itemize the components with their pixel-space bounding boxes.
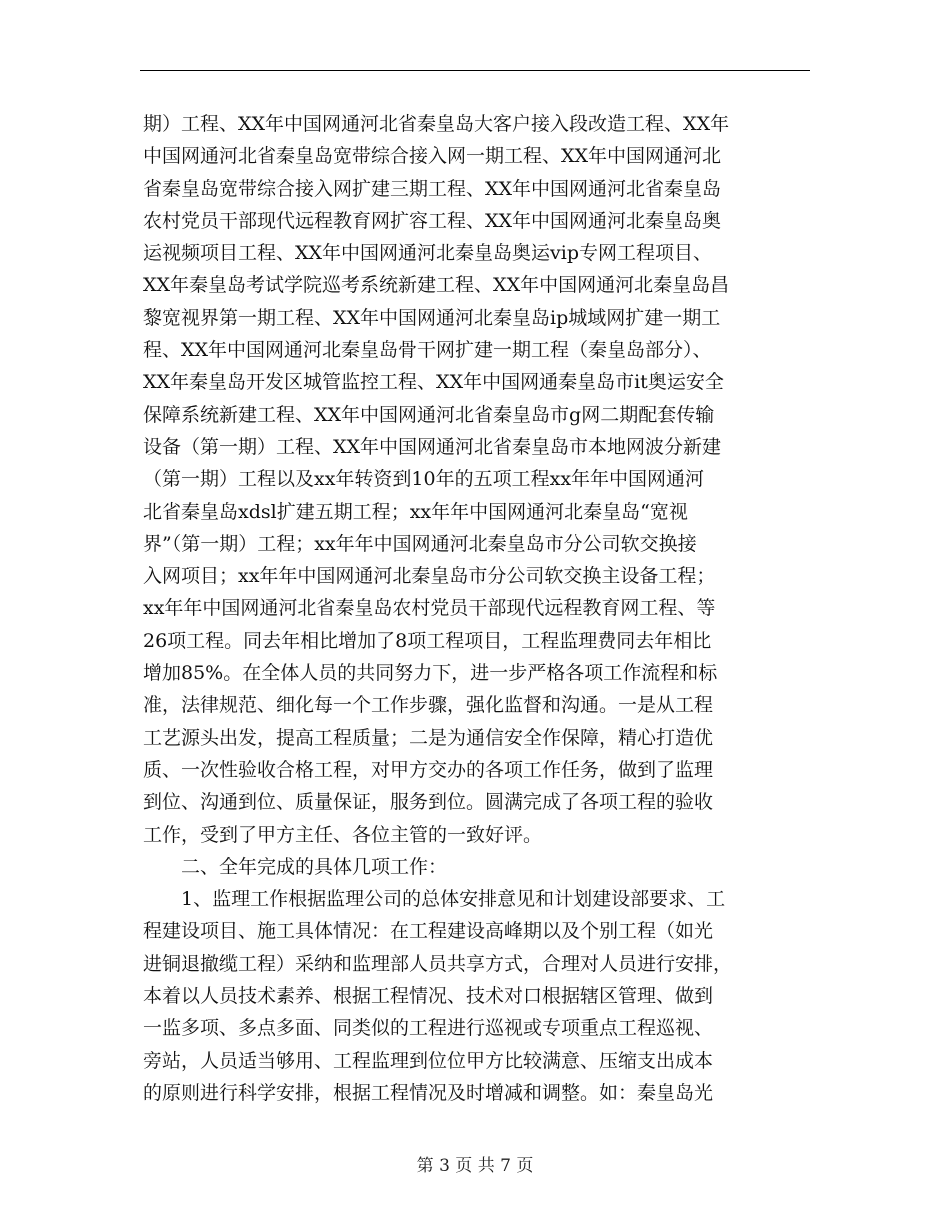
text-line: xx年年中国网通河北省秦皇岛农村党员干部现代远程教育网工程、等 [143,597,716,620]
text-line: 的原则进行科学安排，根据工程情况及时增减和调整。如：秦皇岛光 [143,1081,714,1104]
text-line: 北省秦皇岛xdsl扩建五期工程；xx年年中国网通河北秦皇岛“宽视 [143,500,688,523]
text-line: 期）工程、XX年中国网通河北省秦皇岛大客户接入段改造工程、XX年 [143,113,730,135]
paragraph-start-line: 1、监理工作根据监理公司的总体安排意见和计划建设部要求、工 [181,888,726,911]
text-line: 保障系统新建工程、XX年中国网通河北省秦皇岛市g网二期配套传输 [143,403,715,426]
text-line: 运视频项目工程、XX年中国网通河北秦皇岛奥运vip专网工程项目、 [143,242,713,265]
text-line: 设备（第一期）工程、XX年中国网通河北省秦皇岛市本地网波分新建 [143,435,722,458]
text-line: 中国网通河北省秦皇岛宽带综合接入网一期工程、XX年中国网通河北 [143,145,722,168]
text-line: 省秦皇岛宽带综合接入网扩建三期工程、XX年中国网通河北省秦皇岛 [143,177,722,200]
text-line: 农村党员干部现代远程教育网扩容工程、XX年中国网通河北秦皇岛奥 [143,209,722,232]
text-line: 一监多项、多点多面、同类似的工程进行巡视或专项重点工程巡视、 [143,1017,714,1040]
text-line: 入网项目；xx年年中国网通河北秦皇岛市分公司软交换主设备工程； [143,565,716,588]
text-line: 质、一次性验收合格工程，对甲方交办的各项工作任务，做到了监理 [143,758,714,781]
text-line: 到位、沟通到位、质量保证，服务到位。圆满完成了各项工程的验收 [143,791,714,814]
text-line: XX年秦皇岛考试学院巡考系统新建工程、XX年中国网通河北秦皇岛昌 [143,274,730,297]
document-body [143,108,813,1109]
text-line: （第一期）工程以及xx年转资到10年的五项工程xx年年中国网通河 [143,468,705,491]
text-line: 26项工程。同去年相比增加了8项工程项目，工程监理费同去年相比 [143,629,712,652]
text-line: 程建设项目、施工具体情况：在工程建设高峰期以及个别工程（如光 [143,920,714,943]
text-line: 界”（第一期）工程；xx年年中国网通河北秦皇岛市分公司软交换接 [143,532,697,555]
text-line: 黎宽视界第一期工程、XX年中国网通河北秦皇岛ip城域网扩建一期工 [143,306,721,329]
text-line: 准，法律规范、细化每一个工作步骤，强化监督和沟通。一是从工程 [143,694,714,717]
text-line: 增加85%。在全体人员的共同努力下，进一步严格各项工作流程和标 [143,662,718,685]
text-line: 本着以人员技术素养、根据工程情况、技术对口根据辖区管理、做到 [143,985,714,1008]
page-number-footer: 第 3 页 共 7 页 [416,1156,534,1176]
text-line: XX年秦皇岛开发区城管监控工程、XX年中国网通秦皇岛市it奥运安全 [143,371,724,394]
header-rule [140,70,810,71]
section-heading: 二、全年完成的具体几项工作： [181,855,448,878]
text-line: 程、XX年中国网通河北秦皇岛骨干网扩建一期工程（秦皇岛部分）、 [143,339,712,362]
text-line: 工艺源头出发，提高工程质量；二是为通信安全作保障，精心打造优 [143,726,714,749]
text-line: 进铜退撤缆工程）采纳和监理部人员共享方式，合理对人员进行安排， [143,952,733,975]
text-line: 工作，受到了甲方主任、各位主管的一致好评。 [143,823,543,846]
text-line: 旁站，人员适当够用、工程监理到位位甲方比较满意、压缩支出成本 [143,1049,714,1072]
